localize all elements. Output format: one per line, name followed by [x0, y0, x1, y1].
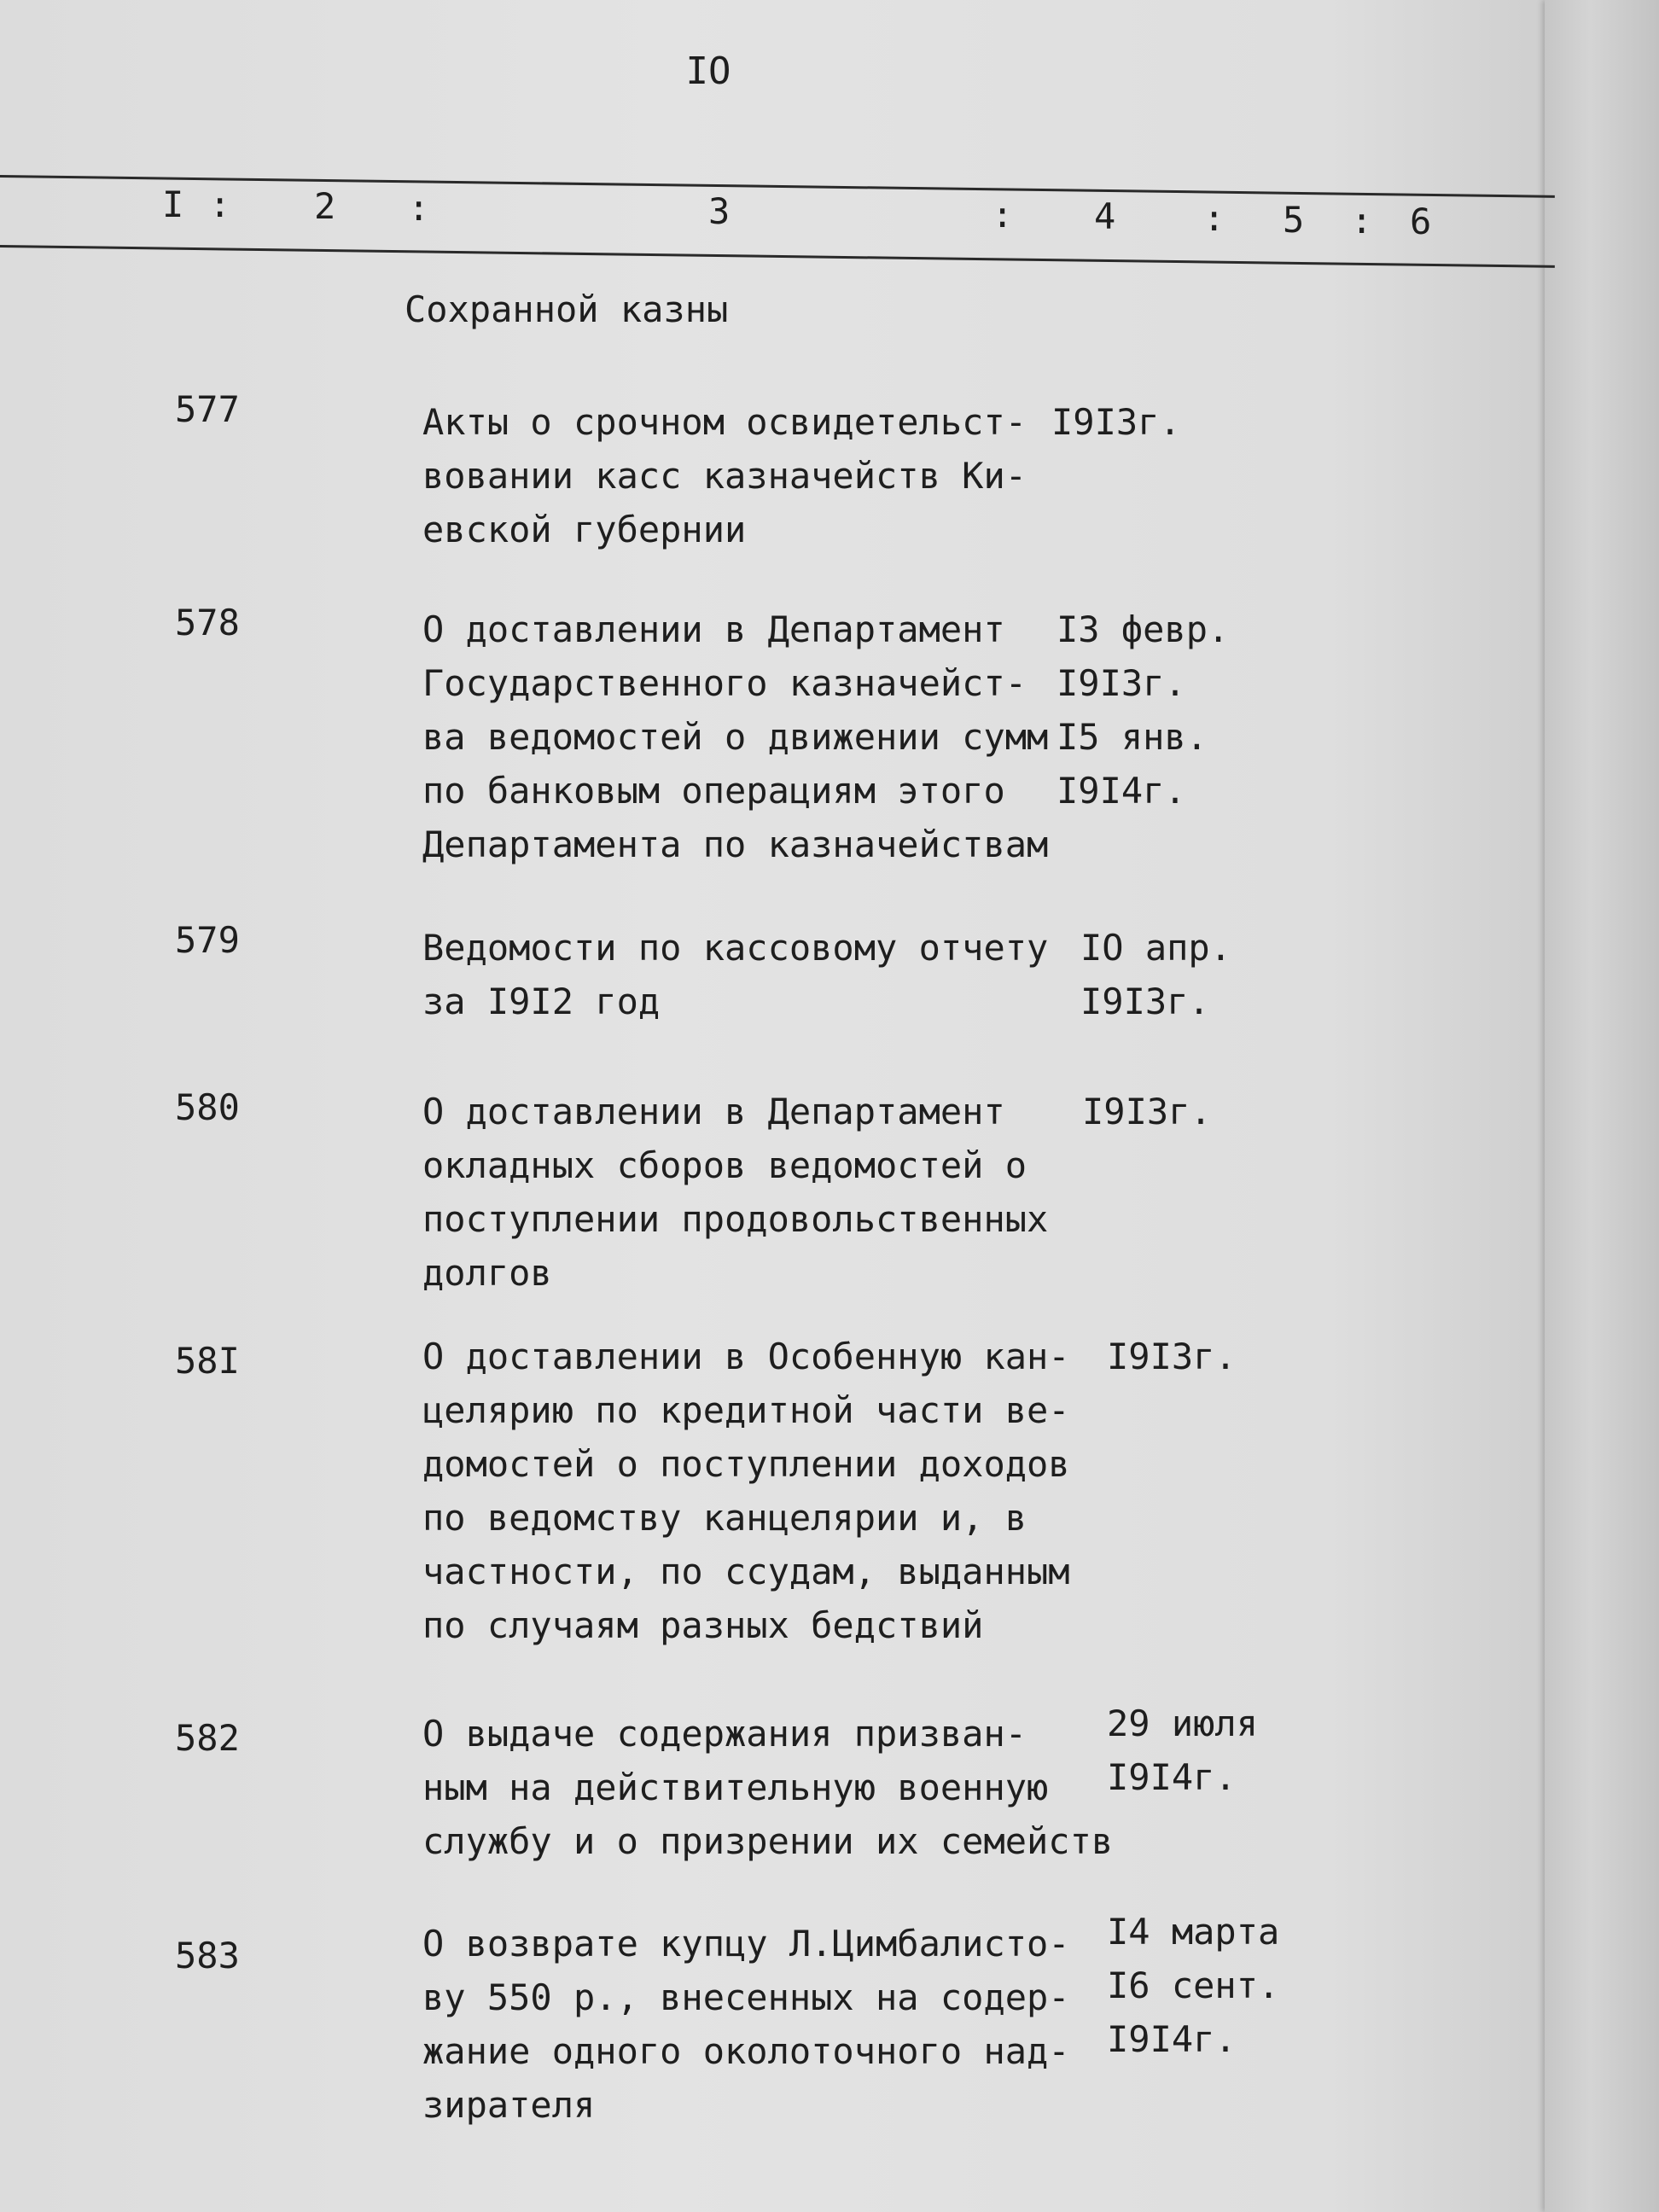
entry-number: 582 — [175, 1717, 240, 1759]
column-separator: : — [1351, 200, 1373, 242]
entry-dates: 29 июля I9I4г. — [1107, 1703, 1259, 1798]
column-number-2: 2 — [314, 185, 336, 227]
column-number-4: 4 — [1094, 195, 1116, 237]
entry-description: О доставлении в Департамент Государственного казначейст- ва ведомостей о движении сумм по банковым операциям этого Департамента по казначействам — [422, 608, 1049, 865]
column-number-3: 3 — [708, 190, 731, 232]
column-separator: : — [408, 187, 430, 229]
entry-number: 577 — [175, 388, 240, 430]
section-title: Сохранной казны — [405, 288, 729, 330]
entry-number: 580 — [175, 1086, 240, 1128]
page-number: IO — [685, 49, 731, 93]
entry-number: 579 — [175, 919, 240, 961]
table-header-rule-top — [0, 175, 1555, 198]
table-header-rule-bottom — [0, 245, 1555, 268]
entry-number: 583 — [175, 1935, 240, 1976]
column-separator: : — [992, 194, 1014, 236]
entry-description: О доставлении в Департамент окладных сборов ведомостей о поступлении продовольственных долгов — [422, 1091, 1049, 1294]
column-number-1: I — [162, 183, 184, 225]
entry-dates: I9I3г. — [1051, 401, 1181, 443]
entry-number: 58I — [175, 1340, 240, 1382]
entry-dates: I4 марта I6 сент. I9I4г. — [1107, 1911, 1280, 2060]
entry-dates: IO апр. I9I3г. — [1080, 927, 1232, 1022]
entry-description: О возврате купцу Л.Цимбалисто- ву 550 р., внесенных на содер- жание одного околоточного над- зирателя — [422, 1923, 1070, 2126]
entry-description: Ведомости по кассовому отчету за I9I2 год — [422, 927, 1049, 1022]
entry-description: О доставлении в Особенную кан- целярию по кредитной части ве- домостей о поступлении доходов по ведомству канцелярии и, в частности, по ссудам, выданным по случаям разных бедствий — [422, 1336, 1070, 1646]
page-edge — [1545, 0, 1659, 2212]
column-number-5: 5 — [1283, 199, 1305, 241]
entry-number: 578 — [175, 602, 240, 643]
entry-dates: I9I3г. — [1107, 1336, 1237, 1377]
column-separator: : — [1203, 197, 1225, 239]
column-separator: : — [209, 183, 231, 225]
entry-dates: I3 февр. I9I3г. I5 янв. I9I4г. — [1057, 608, 1230, 812]
entry-description: Акты о срочном освидетельст- вовании касс казначейств Ки- евской губернии — [422, 401, 1027, 550]
entry-dates: I9I3г. — [1082, 1091, 1212, 1132]
entry-description: О выдаче содержания призван- ным на действительную военную службу и о призрении их семейств — [422, 1713, 1114, 1862]
column-number-6: 6 — [1410, 201, 1432, 242]
